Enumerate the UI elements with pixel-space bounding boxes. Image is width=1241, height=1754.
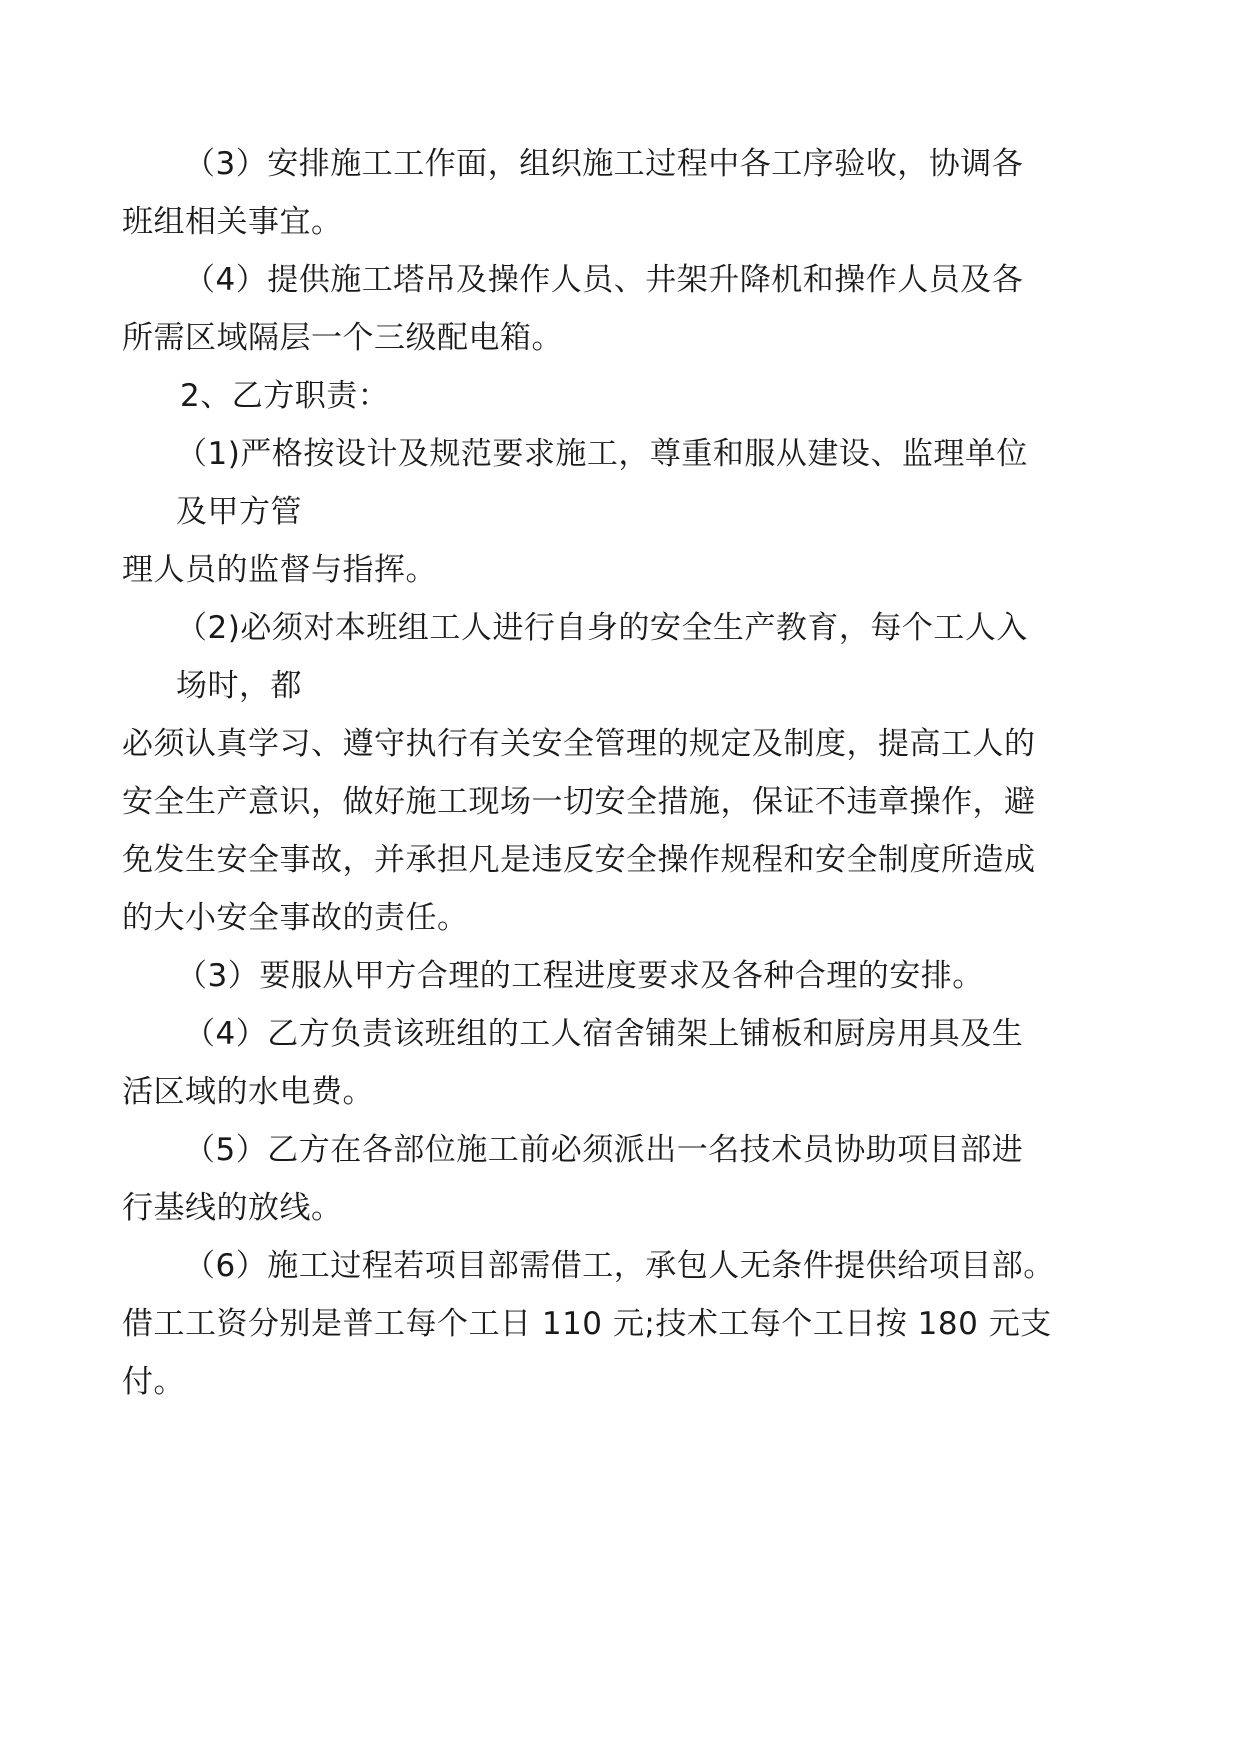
b-clause-4-line-2: 活区域的水电费。 [122,1074,374,1110]
b-clause-1-line-3: 理人员的监督与指挥。 [122,552,437,588]
b-clause-1-line-2: 及甲方管 [176,494,302,530]
section-heading: 2、乙方职责： [180,378,390,414]
b-clause-6-line-1: （6）施工过程若项目部需借工，承包人无条件提供给项目部。 [184,1248,1055,1284]
b-clause-5-line-1: （5）乙方在各部位施工前必须派出一名技术员协助项目部进 [184,1132,1024,1168]
b-clause-2-line-5: 免发生安全事故，并承担凡是违反安全操作规程和安全制度所造成 [122,842,1036,878]
b-clause-1-line-1: （1)严格按设计及规范要求施工，尊重和服从建设、监理单位 [176,436,1028,472]
clause-4-line-1: （4）提供施工塔吊及操作人员、井架升降机和操作人员及各 [184,262,1024,298]
b-clause-3-line-1: （3）要服从甲方合理的工程进度要求及各种合理的安排。 [176,958,984,994]
clause-3-line-1: （3）安排施工工作面，组织施工过程中各工序验收，协调各 [184,146,1024,182]
b-clause-2-line-6: 的大小安全事故的责任。 [122,900,469,936]
b-clause-2-line-1: （2)必须对本班组工人进行自身的安全生产教育，每个工人入 [176,610,1028,646]
b-clause-2-line-3: 必须认真学习、遵守执行有关安全管理的规定及制度，提高工人的 [122,726,1036,762]
clause-3-line-2: 班组相关事宜。 [122,204,343,240]
b-clause-2-line-4: 安全生产意识，做好施工现场一切安全措施，保证不违章操作，避 [122,784,1036,820]
b-clause-2-line-2: 场时，都 [176,668,302,704]
clause-4-line-2: 所需区域隔层一个三级配电箱。 [122,320,563,356]
b-clause-6-line-3: 付。 [122,1364,185,1400]
b-clause-5-line-2: 行基线的放线。 [122,1190,343,1226]
b-clause-4-line-1: （4）乙方负责该班组的工人宿舍铺架上铺板和厨房用具及生 [184,1016,1024,1052]
b-clause-6-line-2: 借工工资分别是普工每个工日 110 元;技术工每个工日按 180 元支 [122,1306,1052,1342]
